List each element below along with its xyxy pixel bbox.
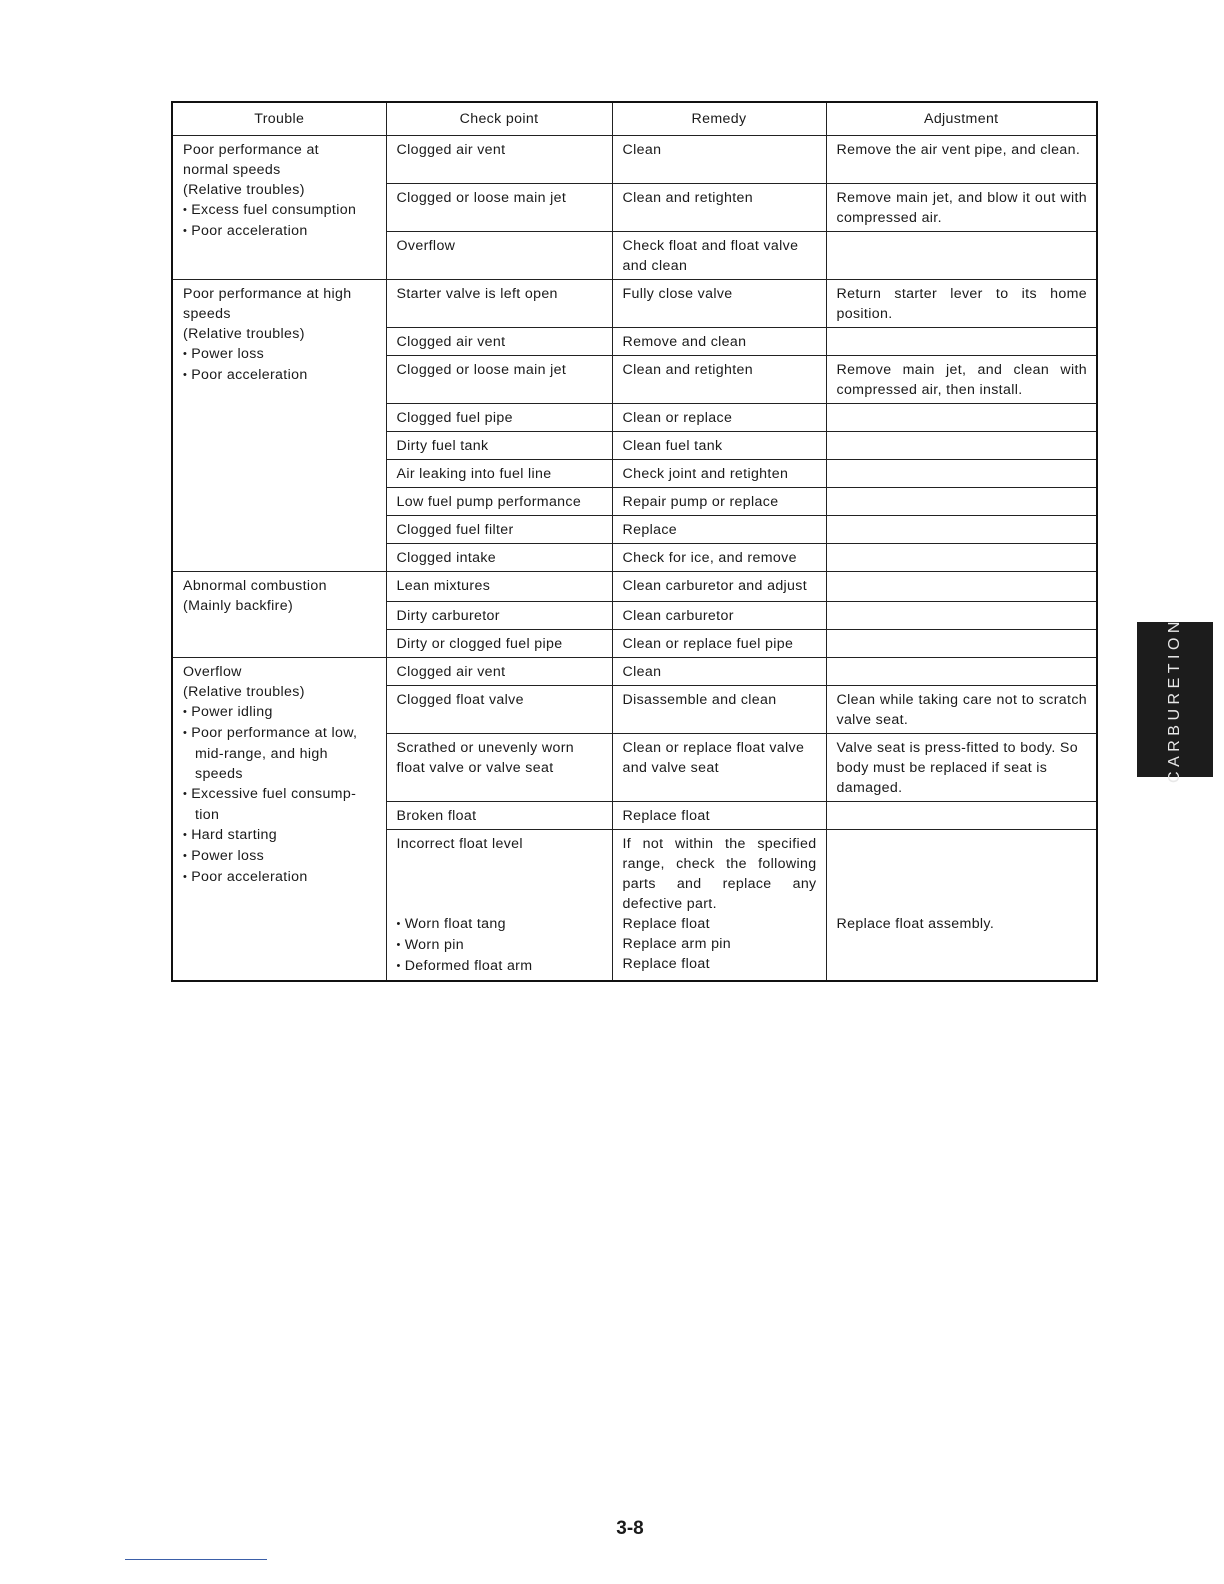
section-side-tab: CARBURETION xyxy=(1137,622,1213,777)
adjust-cell xyxy=(826,488,1097,516)
remedy-cell: Clean or replace float valve and valve seat xyxy=(612,734,826,802)
adjust-cell xyxy=(826,630,1097,658)
remedy-cell: Replace float xyxy=(612,802,826,830)
check-cell: Dirty or clogged fuel pipe xyxy=(386,630,612,658)
adjust-cell xyxy=(826,432,1097,460)
header-check-point: Check point xyxy=(386,102,612,136)
remedy-cell: Check for ice, and remove xyxy=(612,544,826,572)
table-row xyxy=(172,572,1097,602)
check-cell: Lean mixtures xyxy=(386,572,612,602)
adjust-cell xyxy=(826,572,1097,602)
adjust-cell xyxy=(826,658,1097,686)
adjust-cell xyxy=(826,802,1097,830)
check-cell: Clogged air vent xyxy=(386,328,612,356)
remedy-cell: Replace xyxy=(612,516,826,544)
remedy-cell: Clean or replace fuel pipe xyxy=(612,630,826,658)
check-cell: Clogged or loose main jet xyxy=(386,356,612,404)
check-cell: Dirty fuel tank xyxy=(386,432,612,460)
check-cell: Clogged air vent xyxy=(386,136,612,184)
check-cell: Low fuel pump performance xyxy=(386,488,612,516)
adjust-cell xyxy=(826,460,1097,488)
trouble-cell: Overflow (Relative troubles) • Power idling • Poor performance at low, mid-range, and high speeds • Excessive fuel consump-tion • Hard starting • Power loss • Poor acceleration xyxy=(172,658,386,982)
trouble-cell: Poor performance at high speeds (Relative troubles) • Power loss • Poor acceleration xyxy=(172,280,386,572)
table-row xyxy=(172,658,1097,686)
table-row xyxy=(172,136,1097,184)
remedy-cell: Clean and retighten xyxy=(612,184,826,232)
remedy-cell: Clean xyxy=(612,136,826,184)
header-adjustment: Adjustment xyxy=(826,102,1097,136)
adjust-cell xyxy=(826,328,1097,356)
check-cell: Dirty carburetor xyxy=(386,602,612,630)
trouble-cell: Abnormal combustion (Mainly backfire) xyxy=(172,572,386,658)
page-number: 3-8 xyxy=(616,1518,644,1539)
adjust-cell: Valve seat is press-fitted to body. So body must be replaced if seat is damaged. xyxy=(826,734,1097,802)
remedy-cell: Check float and float valve and clean xyxy=(612,232,826,280)
remedy-cell: Clean carburetor and adjust xyxy=(612,572,826,602)
adjust-cell xyxy=(826,404,1097,432)
remedy-cell: Repair pump or replace xyxy=(612,488,826,516)
remedy-cell: If not within the specified range, check the following parts and replace any defective part. Replace float Replace arm pin Replace float xyxy=(612,830,826,982)
check-cell: Clogged float valve xyxy=(386,686,612,734)
remedy-cell: Remove and clean xyxy=(612,328,826,356)
adjust-cell: Remove the air vent pipe, and clean. xyxy=(826,136,1097,184)
check-cell: Starter valve is left open xyxy=(386,280,612,328)
remedy-cell: Clean or replace xyxy=(612,404,826,432)
check-cell: Scrathed or unevenly worn float valve or valve seat xyxy=(386,734,612,802)
footer-rule xyxy=(125,1559,267,1560)
remedy-cell: Clean carburetor xyxy=(612,602,826,630)
remedy-cell: Clean xyxy=(612,658,826,686)
table-row xyxy=(172,280,1097,328)
adjust-cell xyxy=(826,544,1097,572)
remedy-cell: Clean fuel tank xyxy=(612,432,826,460)
remedy-cell: Check joint and retighten xyxy=(612,460,826,488)
remedy-cell: Disassemble and clean xyxy=(612,686,826,734)
adjust-cell: Return starter lever to its home position. xyxy=(826,280,1097,328)
adjust-cell: Remove main jet, and clean with compressed air, then install. xyxy=(826,356,1097,404)
adjust-cell: Remove main jet, and blow it out with compressed air. xyxy=(826,184,1097,232)
header-row xyxy=(172,102,1097,136)
check-cell: Clogged fuel filter xyxy=(386,516,612,544)
check-cell: Incorrect float level • Worn float tang • Worn pin • Deformed float arm xyxy=(386,830,612,982)
header-remedy: Remedy xyxy=(612,102,826,136)
adjust-cell xyxy=(826,516,1097,544)
check-cell: Clogged intake xyxy=(386,544,612,572)
check-cell: Overflow xyxy=(386,232,612,280)
check-cell: Clogged air vent xyxy=(386,658,612,686)
adjust-cell: Clean while taking care not to scratch valve seat. xyxy=(826,686,1097,734)
check-cell: Broken float xyxy=(386,802,612,830)
remedy-cell: Clean and retighten xyxy=(612,356,826,404)
trouble-cell: Poor performance at normal speeds (Relative troubles) • Excess fuel consumption • Poor acceleration xyxy=(172,136,386,280)
header-trouble: Trouble xyxy=(172,102,386,136)
remedy-cell: Fully close valve xyxy=(612,280,826,328)
adjust-cell: Replace float assembly. xyxy=(826,830,1097,982)
adjust-cell xyxy=(826,602,1097,630)
check-cell: Air leaking into fuel line xyxy=(386,460,612,488)
troubleshooting-table xyxy=(171,101,1098,982)
adjust-cell xyxy=(826,232,1097,280)
check-cell: Clogged fuel pipe xyxy=(386,404,612,432)
check-cell: Clogged or loose main jet xyxy=(386,184,612,232)
